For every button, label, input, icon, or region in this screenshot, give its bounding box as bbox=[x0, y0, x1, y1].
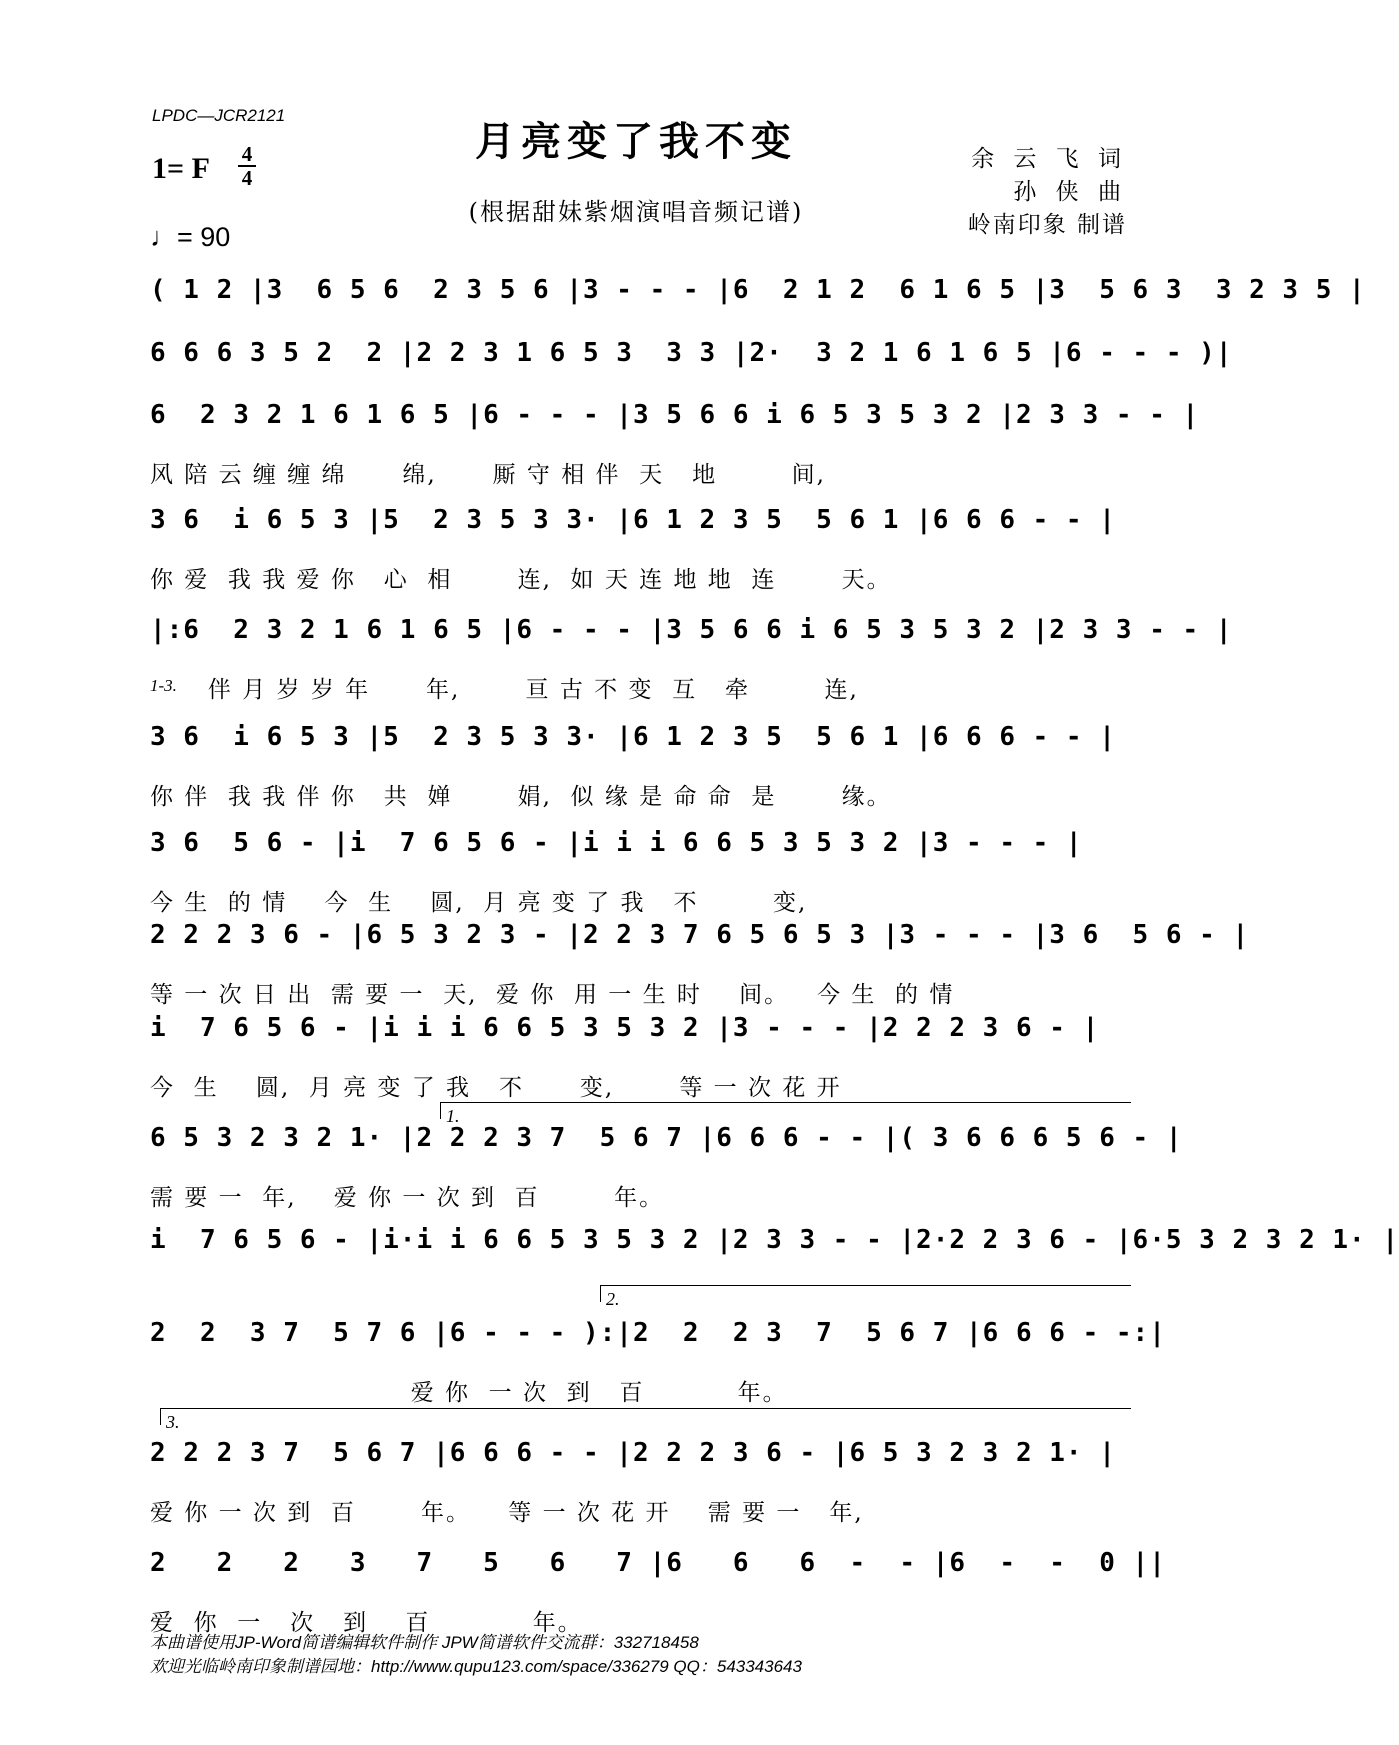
footer-software-line: 本曲谱使用JP-Word简谱编辑软件制作 JPW简谱软件交流群：332718458 bbox=[150, 1633, 699, 1652]
tempo-marking: ♩= 90 bbox=[150, 222, 231, 252]
composer-credit: 孙 侠 曲 bbox=[1013, 179, 1127, 205]
arranger-credit: 岭南印象 制谱 bbox=[967, 212, 1127, 238]
notation-line: 3 6 5 6 - |i 7 6 5 6 - |i i i 6 6 5 3 5 3 2 |3 - - - | bbox=[150, 828, 1083, 858]
score-code: LPDC—JCR2121 bbox=[152, 106, 286, 125]
lyric-line: 等 一 次 日 出 需 要 一 天, 爱 你 用 一 生 时 间。 今 生 的 情 bbox=[150, 982, 955, 1008]
time-signature-top: 4 bbox=[241, 142, 253, 166]
time-signature-bottom: 4 bbox=[241, 166, 253, 190]
verse-number-label: 1-3. bbox=[150, 676, 177, 695]
key-signature: 1= F bbox=[152, 152, 210, 185]
volta-bracket-1 bbox=[440, 1102, 1131, 1119]
notation-line: 2 2 2 3 7 5 6 7 |6 6 6 - - |6 - - 0 || bbox=[150, 1548, 1166, 1578]
lyric-line: 爱 你 一 次 到 百 年。 bbox=[150, 1610, 583, 1636]
lyric-line: 需 要 一 年, 爱 你 一 次 到 百 年。 bbox=[150, 1185, 665, 1211]
volta-2-label: 2. bbox=[606, 1289, 620, 1309]
notation-line: ( 1 2 |3 6 5 6 2 3 5 6 |3 - - - |6 2 1 2 6 1 6 5 |3 5 6 3 3 2 3 5 | bbox=[150, 275, 1366, 305]
lyric-line: 今 生 圆, 月 亮 变 了 我 不 变, 等 一 次 花 开 bbox=[150, 1075, 842, 1101]
volta-bracket-3 bbox=[160, 1408, 1131, 1425]
notation-line: 6 2 3 2 1 6 1 6 5 |6 - - - |3 5 6 6 i 6 5 3 5 3 2 |2 3 3 - - | bbox=[150, 400, 1200, 430]
notation-line: 6 6 6 3 5 2 2 |2 2 3 1 6 5 3 3 3 |2· 3 2 1 6 1 6 5 |6 - - - )| bbox=[150, 338, 1233, 368]
notation-line: 2 2 2 3 6 - |6 5 3 2 3 - |2 2 3 7 6 5 6 5 3 |3 - - - |3 6 5 6 - | bbox=[150, 920, 1250, 950]
lyric-line: 风 陪 云 缠 缠 绵 绵, 厮 守 相 伴 天 地 间, bbox=[150, 462, 826, 488]
footer-website-line: 欢迎光临岭南印象制谱园地：http://www.qupu123.com/space/336279 QQ：543343643 bbox=[150, 1657, 802, 1676]
notation-line: i 7 6 5 6 - |i i i 6 6 5 3 5 3 2 |3 - - - |2 2 2 3 6 - | bbox=[150, 1013, 1100, 1043]
lyric-line: 伴 月 岁 岁 年 年, 亘 古 不 变 互 牵 连, bbox=[180, 677, 859, 703]
lyric-line: 你 爱 我 我 爱 你 心 相 连, 如 天 连 地 地 连 天。 bbox=[150, 567, 892, 593]
lyric-line: 你 伴 我 我 伴 你 共 婵 娟, 似 缘 是 命 命 是 缘。 bbox=[150, 784, 892, 810]
notation-line: i 7 6 5 6 - |i·i i 6 6 5 3 5 3 2 |2 3 3 - - |2·2 2 3 6 - |6·5 3 2 3 2 1· | bbox=[150, 1225, 1399, 1255]
notation-line: 3 6 i 6 5 3 |5 2 3 5 3 3· |6 1 2 3 5 5 6 1 |6 6 6 - - | bbox=[150, 722, 1116, 752]
lyric-line: 爱 你 一 次 到 百 年。 bbox=[150, 1380, 788, 1406]
lyricist-credit: 余 云 飞 词 bbox=[971, 146, 1127, 172]
volta-bracket-2 bbox=[600, 1285, 1131, 1302]
notation-line: 6 5 3 2 3 2 1· |2 2 2 3 7 5 6 7 |6 6 6 - - |( 3 6 6 6 5 6 - | bbox=[150, 1123, 1183, 1153]
volta-3-label: 3. bbox=[166, 1412, 180, 1432]
lyric-line: 爱 你 一 次 到 百 年。 等 一 次 花 开 需 要 一 年, bbox=[150, 1500, 864, 1526]
notation-line: 2 2 3 7 5 7 6 |6 - - - ):|2 2 2 3 7 5 6 7 |6 6 6 - -:| bbox=[150, 1318, 1166, 1348]
time-signature bbox=[238, 144, 256, 188]
song-title: 月亮变了我不变 bbox=[475, 118, 797, 165]
lyric-line: 今 生 的 情 今 生 圆, 月 亮 变 了 我 不 变, bbox=[150, 890, 808, 916]
notation-line: |:6 2 3 2 1 6 1 6 5 |6 - - - |3 5 6 6 i 6 5 3 5 3 2 |2 3 3 - - | bbox=[150, 615, 1233, 645]
volta-1-label: 1. bbox=[446, 1106, 460, 1126]
song-subtitle: (根据甜妹紫烟演唱音频记谱) bbox=[468, 198, 804, 226]
notation-line: 3 6 i 6 5 3 |5 2 3 5 3 3· |6 1 2 3 5 5 6 1 |6 6 6 - - | bbox=[150, 505, 1116, 535]
notation-line: 2 2 2 3 7 5 6 7 |6 6 6 - - |2 2 2 3 6 - |6 5 3 2 3 2 1· | bbox=[150, 1438, 1116, 1468]
